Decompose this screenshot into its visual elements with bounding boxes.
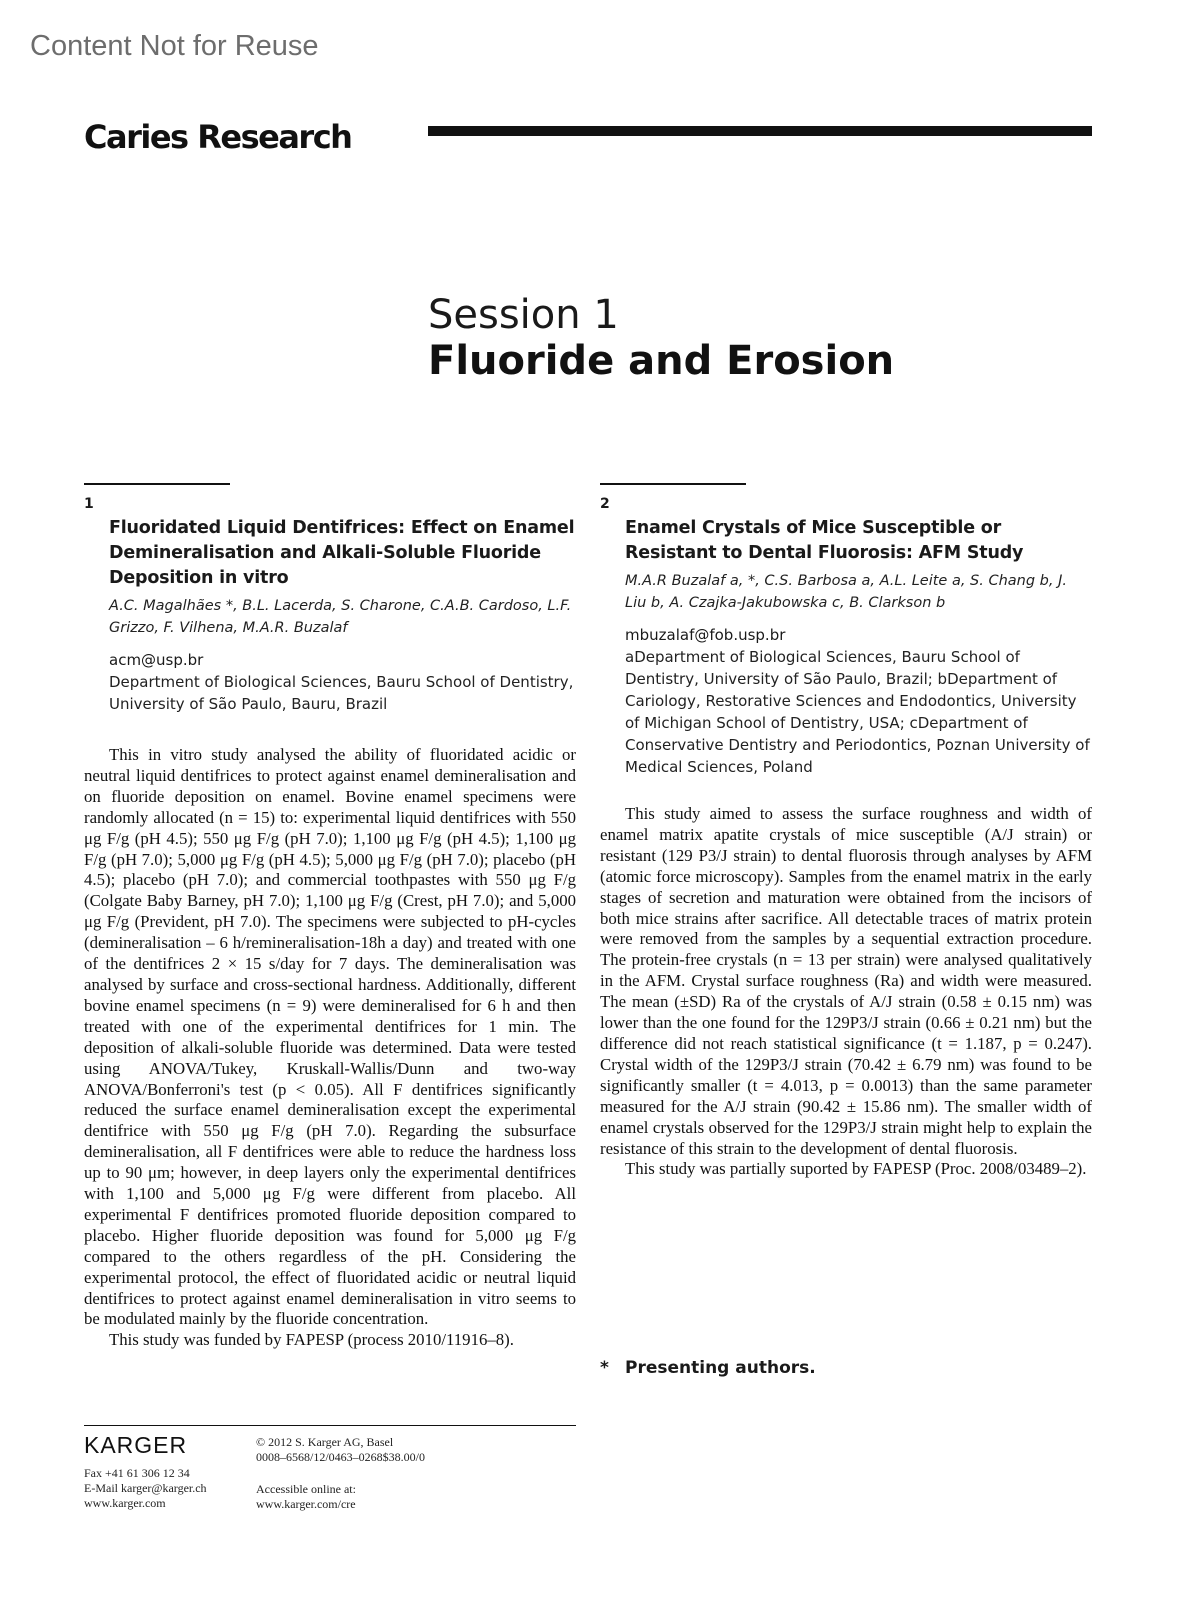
abstract-divider [600, 483, 746, 485]
abstract-funding: This study was funded by FAPESP (process 2010/11916–8). [109, 1330, 514, 1350]
abstract-funding: This study was partially suported by FAPESP (Proc. 2008/03489–2). [625, 1159, 1087, 1179]
abstract-title: Enamel Crystals of Mice Susceptible or Resistant to Dental Fluorosis: AFM Study [625, 518, 1024, 563]
abstract-number: 1 [84, 496, 94, 512]
footer-rule [84, 1425, 576, 1426]
abstract-body: This study aimed to assess the surface roughness and width of enamel matrix apatite crystals of mice susceptible (A/J strain) or resistant (129 P3/J strain) to dental fluorosis through analyses by AFM (atomic force microscopy). Samples from the enamel matrix in the early stages of secretion and maturation were obtained from the incisors of both mice strains after sacrifice. All detectable traces of matrix protein were removed from the samples by a sequential extraction procedure. The protein-free crystals (n = 13 per strain) were analysed qualitatively in the AFM. Crystal surface roughness (Ra) and width were measured. The mean (±SD) Ra of the crystals of A/J strain (0.58 ± 0.15 nm) was lower than the one found for the 129P3/J strain (0.66 ± 0.21 nm) but the difference did not reach statistical significance (t = 1.187, p = 0.247). Crystal width of the 129P3/J strain (70.42 ± 6.79 nm) was found to be significantly smaller (t = 4.013, p = 0.0013) than the same parameter measured for the A/J strain (90.42 ± 15.86 nm). The smaller width of enamel crystals observed for the 129P3/J strain might help to explain the resistance of this strain to the development of dental fluorosis. [600, 804, 1092, 1158]
accessible-label: Accessible online at: [256, 1482, 356, 1496]
publisher-website: www.karger.com [84, 1496, 166, 1510]
abstract-affiliation: Department of Biological Sciences, Bauru School of Dentistry, University of São Paulo, Bauru, Brazil [109, 673, 574, 713]
publisher-logo: KARGER [84, 1432, 188, 1458]
abstract-1 [84, 483, 576, 1351]
publisher-contact [84, 1466, 207, 1511]
abstract-email: acm@usp.br [109, 651, 204, 669]
publisher-email: E-Mail karger@karger.ch [84, 1481, 207, 1495]
copyright-block [256, 1435, 425, 1465]
abstract-number: 2 [600, 496, 610, 512]
abstract-body: This in vitro study analysed the ability of fluoridated acidic or neutral liquid dentifrices to protect against enamel demineralisation and on fluoride deposition on enamel. Bovine enamel specimens were randomly allocated (n = 15) to: experimental liquid dentifrices with 550 μg F/g (pH 4.5); 550 μg F/g (pH 7.0); 1,100 μg F/g (pH 4.5); 1,100 μg F/g (pH 7.0); 5,000 μg F/g (pH 4.5); 5,000 μg F/g (pH 7.0); placebo (pH 4.5); placebo (pH 7.0); and commercial toothpastes with 550 μg F/g (Colgate Baby Barney, pH 7.0); 1,100 μg F/g (Crest, pH 7.0); and 5,000 μg F/g (Prevident, pH 7.0). The specimens were subjected to pH-cycles (demineralisation – 6 h/remineralisation-18h a day) and treated with one of the dentifrices 2 × 15 s/day for 7 days. The demineralisation was analysed by surface and cross-sectional hardness. Additionally, different bovine enamel specimens (n = 9) were demineralised for 6 h and then treated with one of the experimental dentifrices for 1 min. The deposition of alkali-soluble fluoride was determined. Data were tested using ANOVA/Tukey, Kruskall-Wallis/Dunn and two-way ANOVA/Bonferroni's test (p < 0.05). All F dentifrices significantly reduced the surface enamel demineralisation except the experimental dentifrice with 550 μg F/g (pH 7.0). Regarding the subsurface demineralisation, all F dentifrices were able to reduce the hardness loss up to 90 μm; however, in deep layers only the experimental dentifrices with 1,100 and 5,000 μg F/g were different from placebo. All experimental F dentifrices promoted fluoride deposition compared to placebo. Higher fluoride deposition was found for 5,000 μg F/g compared to the others regardless of the pH. Considering the experimental protocol, the effect of fluoridated acidic or neutral liquid dentifrices to protect against enamel demineralisation in vitro seems to be modulated mainly by the fluoride concentration. [84, 745, 576, 1329]
journal-logo: Caries Research [84, 118, 352, 156]
access-block [256, 1482, 356, 1512]
header-bar [428, 126, 1092, 136]
abstract-authors: M.A.R Buzalaf a, *, C.S. Barbosa a, A.L. Leite a, S. Chang b, J. Liu b, A. Czajka-Jakubowska c, B. Clarkson b [625, 573, 1067, 611]
abstract-affiliation: aDepartment of Biological Sciences, Bauru School of Dentistry, University of São Paulo, Brazil; bDepartment of Cariology, Restorative Sciences and Endodontics, University of Michigan School of Dentistry, USA; cDepartment of Conservative Dentistry and Periodontics, Poznan University of Medical Sciences, Poland [625, 648, 1090, 776]
watermark: Content Not for Reuse [30, 30, 319, 62]
issn-text: 0008–6568/12/0463–0268$38.00/0 [256, 1450, 426, 1464]
session-title: Fluoride and Erosion [428, 338, 895, 384]
session-label: Session 1 [428, 292, 619, 338]
abstract-email: mbuzalaf@fob.usp.br [625, 626, 786, 644]
copyright-text: © 2012 S. Karger AG, Basel [256, 1435, 394, 1449]
accessible-url: www.karger.com/cre [256, 1497, 356, 1511]
abstract-title: Fluoridated Liquid Dentifrices: Effect on Enamel Demineralisation and Alkali-Soluble Fluoride Deposition in vitro [109, 518, 575, 588]
abstract-2 [600, 483, 1092, 1180]
abstract-authors: A.C. Magalhães *, B.L. Lacerda, S. Charone, C.A.B. Cardoso, L.F. Grizzo, F. Vilhena, M.A.R. Buzalaf [109, 598, 572, 636]
publisher-fax: Fax +41 61 306 12 34 [84, 1466, 190, 1480]
presenting-authors-note [600, 1358, 816, 1378]
asterisk-symbol: * [600, 1358, 609, 1378]
presenting-authors-text: Presenting authors. [625, 1358, 816, 1378]
abstract-divider [84, 483, 230, 485]
